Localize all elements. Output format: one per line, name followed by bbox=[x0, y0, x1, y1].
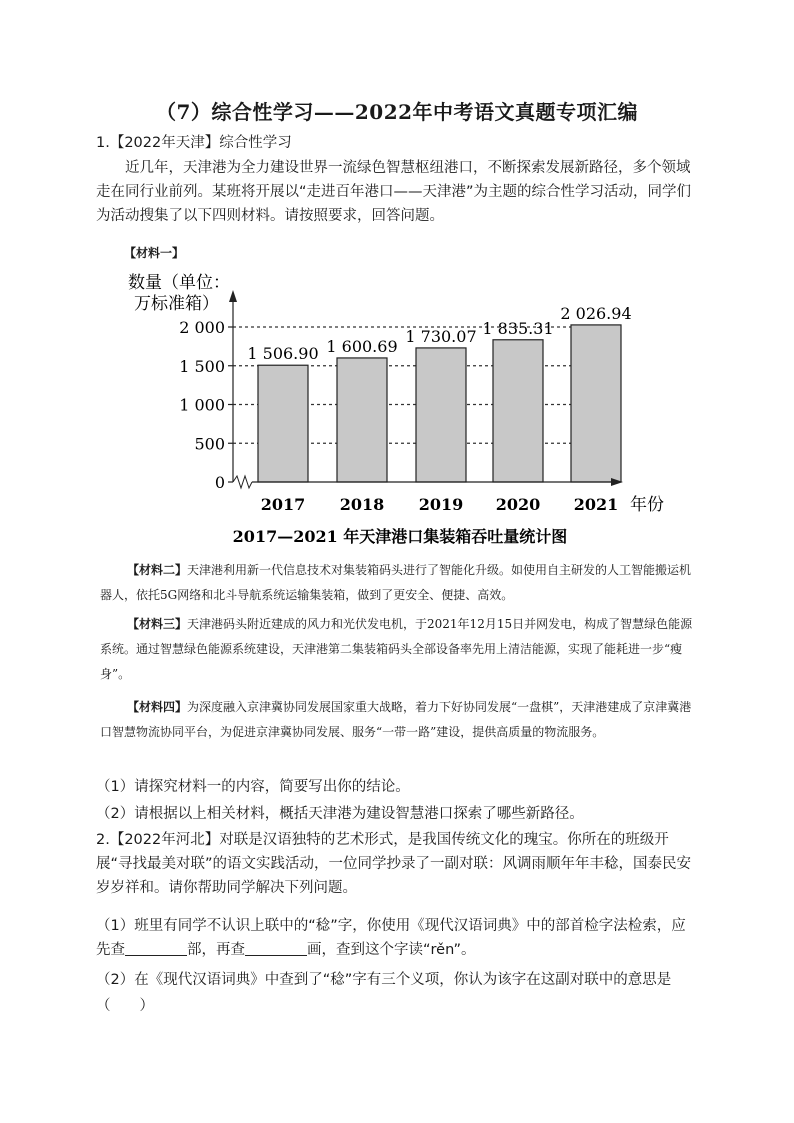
x-tick-label: 2017 bbox=[260, 495, 306, 514]
bar-value-label: 1 506.90 bbox=[247, 344, 319, 364]
y-tick-label: 0 bbox=[214, 473, 225, 492]
bar-value-label: 1 835.31 bbox=[482, 318, 554, 338]
answer-blank-strokes[interactable] bbox=[245, 941, 307, 956]
y-axis-arrow bbox=[229, 290, 237, 302]
bar-2019 bbox=[416, 348, 466, 482]
axis-break-symbol bbox=[233, 476, 252, 488]
chart-title: 2017—2021 年天津港口集装箱吞吐量统计图 bbox=[232, 527, 568, 546]
chart-xlabel: 年份 bbox=[630, 495, 664, 515]
material3-label: 【材料三】 bbox=[127, 617, 188, 631]
bar-2017 bbox=[258, 365, 308, 482]
material1-label: 【材料一】 bbox=[124, 246, 185, 260]
y-tick-label: 1 000 bbox=[179, 395, 225, 415]
x-tick-label: 2021 bbox=[573, 495, 619, 514]
q2-sub1-part3: 画，查到这个字读“rěn”。 bbox=[307, 942, 476, 958]
q1-header: 1.【2022年天津】综合性学习 bbox=[96, 135, 292, 151]
q2-intro: 对联是汉语独特的艺术形式，是我国传统文化的瑰宝。你所在的班级开展“寻找最美对联”的语文实践活动，一位同学抄录了一副对联：风调雨顺年年丰稔，国泰民安岁岁祥和。请你帮助同学解决下列问题。 bbox=[96, 832, 692, 896]
bar-value-label: 2 026.94 bbox=[560, 303, 632, 323]
q2-sub1-part2: 部，再查 bbox=[187, 942, 245, 958]
x-tick-label: 2019 bbox=[418, 495, 464, 514]
q2-sub1-part1: （1）班里有同学不认识上联中的“稔”字，你使用《现代汉语词典》中的部首检字法检索，应先查 bbox=[96, 918, 686, 958]
y-tick-label: 2 000 bbox=[179, 318, 225, 337]
material2-text: 天津港利用新一代信息技术对集装箱码头进行了智能化升级。如使用自主研发的人工智能搬运机器人，依托5G网络和北斗导航系统运输集装箱，做到了更安全、便捷、高效。 bbox=[100, 563, 692, 602]
q1-intro: 近几年，天津港为全力建设世界一流绿色智慧枢纽港口，不断探索发展新路径，多个领域走在同行业前列。某班将开展以“走进百年港口——天津港”为主题的综合性学习活动，同学们为活动搜集了以下四则材料。请按照要求，回答问题。 bbox=[96, 160, 692, 224]
bar-2021 bbox=[571, 325, 621, 482]
bar-2018 bbox=[337, 358, 387, 482]
chart-ylabel-1: 数量（单位： bbox=[128, 273, 230, 293]
q2-sub2-paren: （ ） bbox=[96, 998, 154, 1014]
x-tick-label: 2018 bbox=[339, 495, 385, 514]
answer-blank-radical[interactable] bbox=[125, 941, 187, 956]
page-title: （7）综合性学习——2022年中考语文真题专项汇编 bbox=[155, 100, 639, 124]
y-tick-label: 500 bbox=[194, 434, 225, 454]
q1-sub1: （1）请探究材料一的内容，简要写出你的结论。 bbox=[96, 779, 410, 795]
y-tick-label: 1 500 bbox=[179, 356, 225, 376]
chart-ylabel-2: 万标准箱） bbox=[134, 294, 219, 314]
q2-header: 2.【2022年河北】 bbox=[96, 832, 220, 848]
q2-sub2: （2）在《现代汉语词典》中查到了“稔”字有三个义项，你认为该字在这副对联中的意思是 bbox=[96, 972, 672, 988]
throughput-bar-chart bbox=[100, 262, 700, 552]
material2-label: 【材料二】 bbox=[127, 563, 188, 577]
bar-2020 bbox=[493, 340, 543, 482]
q1-sub2: （2）请根据以上相关材料，概括天津港为建设智慧港口探索了哪些新路径。 bbox=[96, 806, 584, 822]
material4-label: 【材料四】 bbox=[127, 700, 188, 714]
material4-text: 为深度融入京津冀协同发展国家重大战略，着力下好协同发展“一盘棋”，天津港建成了京津冀港口智慧物流协同平台，为促进京津冀协同发展、服务“一带一路”建设，提供高质量的物流服务。 bbox=[100, 700, 692, 739]
bar-value-label: 1 730.07 bbox=[405, 326, 477, 346]
material3-text: 天津港码头附近建成的风力和光伏发电机，于2021年12月15日并网发电，构成了智慧绿色能源系统。通过智慧绿色能源系统建设，天津港第二集装箱码头全部设备率先用上清洁能源，实现了能耗进一步“瘦身”。 bbox=[100, 617, 693, 681]
x-tick-label: 2020 bbox=[495, 495, 541, 514]
bar-value-label: 1 600.69 bbox=[326, 336, 398, 356]
